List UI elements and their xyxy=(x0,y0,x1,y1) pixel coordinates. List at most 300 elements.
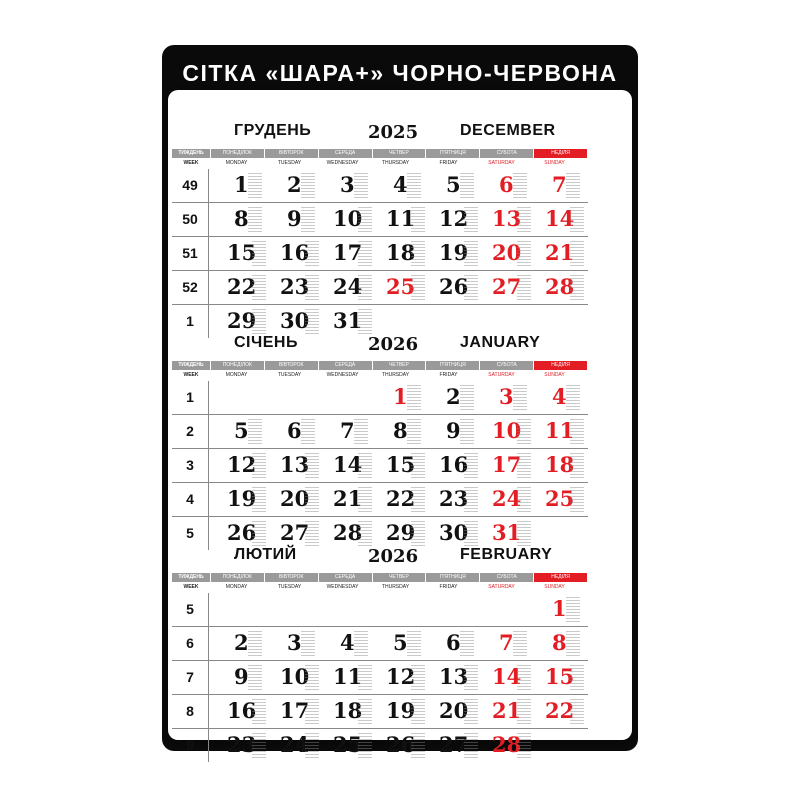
day-number: 18 xyxy=(545,452,575,477)
day-cell xyxy=(316,237,369,270)
day-number: 9 xyxy=(287,206,302,231)
weekday-en-label: FRIDAY xyxy=(439,584,458,590)
week-row xyxy=(172,449,588,483)
month-name-en: JANUARY xyxy=(460,334,541,351)
day-cell xyxy=(210,271,263,304)
day-cell xyxy=(369,729,422,762)
day-cell xyxy=(475,169,528,202)
month-year: 2025 xyxy=(368,122,419,143)
day-cell xyxy=(422,449,475,482)
week-row xyxy=(172,661,588,695)
day-number: 21 xyxy=(333,486,363,511)
day-number: 2 xyxy=(446,384,461,409)
weekday-header-ua xyxy=(172,361,588,370)
weekday-ua-label: ПОНЕДІЛОК xyxy=(211,573,265,582)
week-number: 9 xyxy=(172,729,209,762)
weekday-en-label: SATURDAY xyxy=(488,372,515,378)
day-number: 27 xyxy=(492,274,522,299)
day-cell xyxy=(528,483,581,516)
day-cell xyxy=(263,593,316,626)
day-number: 13 xyxy=(439,664,469,689)
week-number: 1 xyxy=(172,381,209,414)
week-row xyxy=(172,169,588,203)
note-text-block xyxy=(301,419,315,445)
day-cell xyxy=(528,627,581,660)
day-number: 11 xyxy=(386,206,416,231)
day-cell xyxy=(475,695,528,728)
note-text-block xyxy=(566,173,580,199)
note-text-block xyxy=(513,631,527,657)
weekday-en-label: SUNDAY xyxy=(544,160,565,166)
weekday-en-label: MONDAY xyxy=(225,372,248,378)
weekday-ua-label: СЕРЕДА xyxy=(319,149,373,158)
day-number: 19 xyxy=(439,240,469,265)
day-cell xyxy=(263,449,316,482)
day-cell xyxy=(263,237,316,270)
calendar-title: СІТКА «ШАРА+» ЧОРНО-ЧЕРВОНА xyxy=(182,60,618,86)
day-number: 22 xyxy=(227,274,257,299)
day-cell xyxy=(528,449,581,482)
note-text-block xyxy=(301,207,315,233)
week-header-label-en: WEEK xyxy=(183,584,199,590)
day-number: 9 xyxy=(234,664,249,689)
day-number: 4 xyxy=(552,384,567,409)
day-number: 26 xyxy=(439,274,469,299)
month-name-en: FEBRUARY xyxy=(460,546,553,563)
day-number: 31 xyxy=(492,520,522,545)
note-text-block xyxy=(566,597,580,623)
weekday-ua-label: П'ЯТНИЦЯ xyxy=(426,361,480,370)
day-number: 10 xyxy=(333,206,363,231)
day-number: 25 xyxy=(386,274,416,299)
day-cell xyxy=(528,237,581,270)
day-number: 17 xyxy=(333,240,363,265)
day-number: 15 xyxy=(545,664,575,689)
day-number: 8 xyxy=(552,630,567,655)
week-number: 50 xyxy=(172,203,209,236)
week-number: 2 xyxy=(172,415,209,448)
note-text-block xyxy=(248,419,262,445)
day-number: 20 xyxy=(280,486,310,511)
week-number: 3 xyxy=(172,449,209,482)
day-number: 6 xyxy=(446,630,461,655)
week-header-label: ТИЖДЕНЬ xyxy=(172,573,211,582)
day-number: 17 xyxy=(280,698,310,723)
day-number: 1 xyxy=(393,384,408,409)
day-number: 24 xyxy=(333,274,363,299)
day-number: 12 xyxy=(439,206,469,231)
weekday-ua-label: СЕРЕДА xyxy=(319,361,373,370)
weekday-ua-label: СУБОТА xyxy=(480,573,534,582)
day-number: 13 xyxy=(492,206,522,231)
note-text-block xyxy=(460,419,474,445)
day-cell xyxy=(210,169,263,202)
day-cell xyxy=(316,695,369,728)
day-cell xyxy=(422,483,475,516)
week-number: 4 xyxy=(172,483,209,516)
note-text-block xyxy=(354,419,368,445)
day-cell xyxy=(263,169,316,202)
note-text-block xyxy=(407,419,421,445)
day-cell xyxy=(316,729,369,762)
day-cell xyxy=(210,661,263,694)
weekday-ua-label: ЧЕТВЕР xyxy=(373,149,427,158)
day-cell xyxy=(528,661,581,694)
day-cell xyxy=(210,695,263,728)
note-text-block xyxy=(570,207,584,233)
day-cell xyxy=(263,483,316,516)
week-number: 5 xyxy=(172,593,209,626)
day-cell xyxy=(316,169,369,202)
day-cell xyxy=(369,695,422,728)
day-number: 25 xyxy=(333,732,363,757)
week-number: 7 xyxy=(172,661,209,694)
day-number: 27 xyxy=(280,520,310,545)
day-cell xyxy=(316,415,369,448)
day-cell xyxy=(369,203,422,236)
day-number: 3 xyxy=(340,172,355,197)
day-number: 29 xyxy=(227,308,257,333)
note-text-block xyxy=(407,631,421,657)
day-number: 12 xyxy=(386,664,416,689)
day-cell xyxy=(263,729,316,762)
note-text-block xyxy=(248,665,262,691)
day-number: 27 xyxy=(439,732,469,757)
weeks-grid xyxy=(172,169,588,338)
day-cell xyxy=(422,729,475,762)
day-cell xyxy=(210,381,263,414)
day-cell xyxy=(263,415,316,448)
week-number: 1 xyxy=(172,305,209,338)
day-number: 23 xyxy=(280,274,310,299)
weekday-en-label: THURSDAY xyxy=(381,584,410,590)
day-number: 14 xyxy=(492,664,522,689)
week-header-label: ТИЖДЕНЬ xyxy=(172,149,211,158)
week-row xyxy=(172,381,588,415)
note-text-block xyxy=(513,385,527,411)
weekday-ua-label: ПОНЕДІЛОК xyxy=(211,149,265,158)
day-cell xyxy=(475,381,528,414)
day-cell xyxy=(210,483,263,516)
day-cell xyxy=(422,661,475,694)
day-cell xyxy=(316,593,369,626)
day-number: 16 xyxy=(439,452,469,477)
day-cell xyxy=(210,593,263,626)
week-number: 5 xyxy=(172,517,209,550)
day-number: 25 xyxy=(545,486,575,511)
day-number: 22 xyxy=(545,698,575,723)
weekday-header-en xyxy=(172,583,588,592)
week-number: 8 xyxy=(172,695,209,728)
day-number: 29 xyxy=(386,520,416,545)
weekday-ua-label: П'ЯТНИЦЯ xyxy=(426,573,480,582)
day-cell xyxy=(422,593,475,626)
day-cell xyxy=(316,203,369,236)
day-cell xyxy=(210,627,263,660)
month-block xyxy=(168,334,632,546)
weekday-ua-label: СУБОТА xyxy=(480,149,534,158)
note-text-block xyxy=(301,631,315,657)
note-text-block xyxy=(248,631,262,657)
weekday-en-label: FRIDAY xyxy=(439,372,458,378)
day-cell xyxy=(369,661,422,694)
day-cell xyxy=(422,271,475,304)
note-text-block xyxy=(354,631,368,657)
weekday-header-ua xyxy=(172,573,588,582)
day-cell xyxy=(263,271,316,304)
day-cell xyxy=(369,593,422,626)
weekday-en-label: SUNDAY xyxy=(544,372,565,378)
day-cell xyxy=(475,449,528,482)
month-name-ua: ЛЮТИЙ xyxy=(234,546,297,563)
day-cell xyxy=(263,661,316,694)
weekday-en-label: TUESDAY xyxy=(277,160,302,166)
month-block xyxy=(168,546,632,758)
day-number: 12 xyxy=(227,452,257,477)
day-number: 16 xyxy=(280,240,310,265)
day-number: 8 xyxy=(393,418,408,443)
day-number: 1 xyxy=(234,172,249,197)
day-cell xyxy=(528,381,581,414)
weekday-en-label: SUNDAY xyxy=(544,584,565,590)
day-number: 8 xyxy=(234,206,249,231)
note-text-block xyxy=(354,173,368,199)
weekday-ua-label: ВІВТОРОК xyxy=(265,573,319,582)
weekday-ua-label: ЧЕТВЕР xyxy=(373,573,427,582)
weekday-header-en xyxy=(172,159,588,168)
day-number: 26 xyxy=(386,732,416,757)
day-cell xyxy=(422,695,475,728)
weekday-en-label: THURSDAY xyxy=(381,160,410,166)
week-number: 6 xyxy=(172,627,209,660)
weekday-header-ua xyxy=(172,149,588,158)
week-row xyxy=(172,729,588,762)
month-header xyxy=(168,546,632,574)
note-text-block xyxy=(513,173,527,199)
weekday-en-label: SATURDAY xyxy=(488,584,515,590)
day-number: 28 xyxy=(545,274,575,299)
weekday-ua-label: НЕДІЛЯ xyxy=(534,361,588,370)
day-cell xyxy=(422,627,475,660)
day-cell xyxy=(475,203,528,236)
weekday-ua-label: НЕДІЛЯ xyxy=(534,573,588,582)
day-number: 5 xyxy=(393,630,408,655)
day-cell xyxy=(422,415,475,448)
day-number: 14 xyxy=(545,206,575,231)
week-number: 52 xyxy=(172,271,209,304)
day-cell xyxy=(528,695,581,728)
weekday-en-label: WEDNESDAY xyxy=(326,372,359,378)
day-cell xyxy=(316,661,369,694)
day-cell xyxy=(369,271,422,304)
day-number: 2 xyxy=(234,630,249,655)
weekday-ua-label: ЧЕТВЕР xyxy=(373,361,427,370)
week-row xyxy=(172,237,588,271)
day-cell xyxy=(263,203,316,236)
note-text-block xyxy=(460,173,474,199)
day-cell xyxy=(528,593,581,626)
day-cell xyxy=(528,169,581,202)
day-number: 3 xyxy=(499,384,514,409)
day-cell xyxy=(369,627,422,660)
day-number: 21 xyxy=(545,240,575,265)
note-text-block xyxy=(301,173,315,199)
day-number: 11 xyxy=(545,418,575,443)
week-row xyxy=(172,483,588,517)
note-text-block xyxy=(407,173,421,199)
day-cell xyxy=(369,449,422,482)
weekday-en-label: TUESDAY xyxy=(277,584,302,590)
day-number: 2 xyxy=(287,172,302,197)
day-number: 21 xyxy=(492,698,522,723)
month-block xyxy=(168,122,632,334)
day-cell xyxy=(528,415,581,448)
week-row xyxy=(172,593,588,627)
week-header-label-en: WEEK xyxy=(183,160,199,166)
note-text-block xyxy=(460,385,474,411)
day-cell xyxy=(263,695,316,728)
weekday-en-label: TUESDAY xyxy=(277,372,302,378)
day-cell xyxy=(422,203,475,236)
day-number: 28 xyxy=(492,732,522,757)
day-cell xyxy=(316,381,369,414)
day-number: 23 xyxy=(439,486,469,511)
week-header-label: ТИЖДЕНЬ xyxy=(172,361,211,370)
day-cell xyxy=(369,483,422,516)
weeks-grid xyxy=(172,593,588,762)
day-cell xyxy=(475,237,528,270)
week-number: 51 xyxy=(172,237,209,270)
day-cell xyxy=(422,381,475,414)
month-year: 2026 xyxy=(368,546,419,567)
day-cell xyxy=(475,729,528,762)
day-cell xyxy=(263,381,316,414)
week-row xyxy=(172,695,588,729)
note-text-block xyxy=(570,699,584,725)
weekday-ua-label: СЕРЕДА xyxy=(319,573,373,582)
weeks-grid xyxy=(172,381,588,550)
day-number: 13 xyxy=(280,452,310,477)
note-text-block xyxy=(248,173,262,199)
weekday-ua-label: СУБОТА xyxy=(480,361,534,370)
day-cell xyxy=(475,627,528,660)
weekday-en-label: MONDAY xyxy=(225,160,248,166)
day-cell xyxy=(316,271,369,304)
month-name-ua: СІЧЕНЬ xyxy=(234,334,298,351)
day-number: 1 xyxy=(552,596,567,621)
day-number: 20 xyxy=(492,240,522,265)
note-text-block xyxy=(570,665,584,691)
day-number: 14 xyxy=(333,452,363,477)
day-number: 24 xyxy=(280,732,310,757)
day-cell xyxy=(210,203,263,236)
day-cell xyxy=(210,415,263,448)
weekday-en-label: WEDNESDAY xyxy=(326,160,359,166)
note-text-block xyxy=(407,385,421,411)
month-name-ua: ГРУДЕНЬ xyxy=(234,122,312,139)
note-text-block xyxy=(248,207,262,233)
day-number: 3 xyxy=(287,630,302,655)
day-cell xyxy=(475,483,528,516)
day-cell xyxy=(528,203,581,236)
day-number: 18 xyxy=(333,698,363,723)
calendar-sheet xyxy=(168,90,632,757)
day-cell xyxy=(263,627,316,660)
week-row xyxy=(172,203,588,237)
weekday-en-label: SATURDAY xyxy=(488,160,515,166)
month-name-en: DECEMBER xyxy=(460,122,556,139)
day-number: 17 xyxy=(492,452,522,477)
weekday-header-en xyxy=(172,371,588,380)
day-number: 30 xyxy=(439,520,469,545)
day-cell xyxy=(316,449,369,482)
day-number: 11 xyxy=(333,664,363,689)
day-number: 23 xyxy=(227,732,257,757)
note-text-block xyxy=(566,631,580,657)
day-cell xyxy=(475,593,528,626)
day-cell xyxy=(528,271,581,304)
weekday-ua-label: ПОНЕДІЛОК xyxy=(211,361,265,370)
day-cell xyxy=(210,729,263,762)
day-cell xyxy=(475,415,528,448)
weekday-ua-label: НЕДІЛЯ xyxy=(534,149,588,158)
day-number: 6 xyxy=(287,418,302,443)
day-cell xyxy=(316,627,369,660)
note-text-block xyxy=(566,385,580,411)
note-text-block xyxy=(570,419,584,445)
month-year: 2026 xyxy=(368,334,419,355)
day-number: 4 xyxy=(393,172,408,197)
day-number: 5 xyxy=(234,418,249,443)
day-cell xyxy=(369,237,422,270)
day-number: 7 xyxy=(499,630,514,655)
day-cell xyxy=(475,661,528,694)
day-cell xyxy=(422,169,475,202)
day-number: 28 xyxy=(333,520,363,545)
day-cell xyxy=(369,415,422,448)
week-header-label-en: WEEK xyxy=(183,372,199,378)
day-cell xyxy=(316,483,369,516)
weekday-en-label: MONDAY xyxy=(225,584,248,590)
weekday-en-label: THURSDAY xyxy=(381,372,410,378)
day-cell xyxy=(369,169,422,202)
day-number: 7 xyxy=(552,172,567,197)
note-text-block xyxy=(570,241,584,267)
day-number: 15 xyxy=(227,240,257,265)
day-number: 6 xyxy=(499,172,514,197)
note-text-block xyxy=(570,275,584,301)
weekday-en-label: WEDNESDAY xyxy=(326,584,359,590)
day-cell xyxy=(210,449,263,482)
day-cell xyxy=(369,381,422,414)
note-text-block xyxy=(570,487,584,513)
day-number: 26 xyxy=(227,520,257,545)
week-number: 49 xyxy=(172,169,209,202)
day-number: 4 xyxy=(340,630,355,655)
day-cell xyxy=(528,729,581,762)
day-number: 10 xyxy=(492,418,522,443)
day-number: 16 xyxy=(227,698,257,723)
day-number: 18 xyxy=(386,240,416,265)
day-cell xyxy=(422,237,475,270)
month-header xyxy=(168,122,632,150)
day-number: 31 xyxy=(333,308,363,333)
day-number: 7 xyxy=(340,418,355,443)
day-number: 19 xyxy=(386,698,416,723)
note-text-block xyxy=(460,631,474,657)
day-number: 5 xyxy=(446,172,461,197)
day-cell xyxy=(210,237,263,270)
